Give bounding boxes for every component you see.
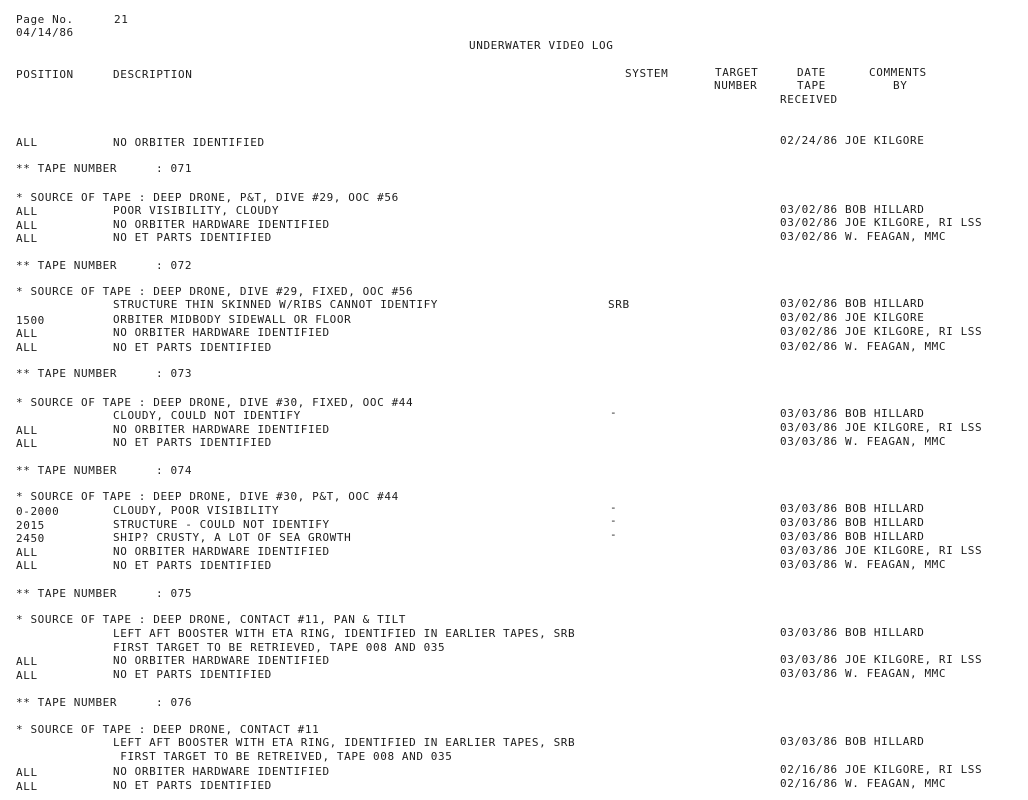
entry-position: 2015 <box>16 519 45 532</box>
entry-position: ALL <box>16 424 38 437</box>
tape-source: * SOURCE OF TAPE : DEEP DRONE, P&T, DIVE #29, OOC #56 <box>16 191 399 204</box>
entry-date-by: 03/02/86 W. FEAGAN, MMC <box>780 340 947 353</box>
entry-description: NO ORBITER HARDWARE IDENTIFIED <box>113 545 330 558</box>
entry-date-by: 03/02/86 BOB HILLARD <box>780 297 925 310</box>
entry-position: ALL <box>16 327 38 340</box>
tape-number-label: ** TAPE NUMBER <box>16 259 118 272</box>
col-header-date-received: RECEIVED <box>780 93 838 106</box>
entry-date-by: 02/16/86 W. FEAGAN, MMC <box>780 777 947 790</box>
entry-description: NO ORBITER HARDWARE IDENTIFIED <box>113 654 330 667</box>
entry-date-by: 02/24/86 JOE KILGORE <box>780 134 925 147</box>
entry-description: FIRST TARGET TO BE RETREIVED, TAPE 008 AND 035 <box>113 750 453 763</box>
entry-description: NO ET PARTS IDENTIFIED <box>113 559 272 572</box>
tape-source: * SOURCE OF TAPE : DEEP DRONE, DIVE #29, FIXED, OOC #56 <box>16 285 414 298</box>
entry-system: SRB <box>608 298 630 311</box>
col-header-target-number: NUMBER <box>714 79 758 92</box>
col-header-description: DESCRIPTION <box>113 68 193 81</box>
entry-date-by: 03/02/86 JOE KILGORE, RI LSS <box>780 325 983 338</box>
entry-description: CLOUDY, POOR VISIBILITY <box>113 504 280 517</box>
entry-date-by: 02/16/86 JOE KILGORE, RI LSS <box>780 763 983 776</box>
entry-position: ALL <box>16 205 38 218</box>
entry-date-by: 03/02/86 W. FEAGAN, MMC <box>780 230 947 243</box>
tape-source: * SOURCE OF TAPE : DEEP DRONE, DIVE #30, FIXED, OOC #44 <box>16 396 414 409</box>
tape-number-label: ** TAPE NUMBER <box>16 587 118 600</box>
entry-position: 1500 <box>16 314 45 327</box>
entry-description: NO ET PARTS IDENTIFIED <box>113 779 272 792</box>
col-header-target: TARGET <box>715 66 759 79</box>
entry-system: - <box>610 528 618 541</box>
tape-source: * SOURCE OF TAPE : DEEP DRONE, CONTACT #11, PAN & TILT <box>16 613 407 626</box>
entry-position: ALL <box>16 559 38 572</box>
entry-description: NO ORBITER HARDWARE IDENTIFIED <box>113 765 330 778</box>
entry-date-by: 03/03/86 JOE KILGORE, RI LSS <box>780 653 983 666</box>
entry-date-by: 03/03/86 W. FEAGAN, MMC <box>780 558 947 571</box>
entry-description: NO ORBITER IDENTIFIED <box>113 136 265 149</box>
tape-number-value: : 074 <box>156 464 193 477</box>
entry-position: ALL <box>16 219 38 232</box>
entry-date-by: 03/03/86 JOE KILGORE, RI LSS <box>780 421 983 434</box>
entry-date-by: 03/02/86 JOE KILGORE, RI LSS <box>780 216 983 229</box>
entry-date-by: 03/03/86 BOB HILLARD <box>780 735 925 748</box>
entry-position: ALL <box>16 136 38 149</box>
entry-description: NO ET PARTS IDENTIFIED <box>113 231 272 244</box>
tape-source: * SOURCE OF TAPE : DEEP DRONE, CONTACT #11 <box>16 723 320 736</box>
entry-date-by: 03/03/86 W. FEAGAN, MMC <box>780 667 947 680</box>
entry-description: POOR VISIBILITY, CLOUDY <box>113 204 280 217</box>
col-header-position: POSITION <box>16 68 74 81</box>
entry-date-by: 03/02/86 JOE KILGORE <box>780 311 925 324</box>
entry-date-by: 03/03/86 BOB HILLARD <box>780 626 925 639</box>
report-title: UNDERWATER VIDEO LOG <box>469 39 614 52</box>
tape-number-value: : 073 <box>156 367 193 380</box>
entry-description: ORBITER MIDBODY SIDEWALL OR FLOOR <box>113 313 352 326</box>
entry-description: NO ORBITER HARDWARE IDENTIFIED <box>113 218 330 231</box>
entry-date-by: 03/02/86 BOB HILLARD <box>780 203 925 216</box>
entry-position: ALL <box>16 766 38 779</box>
report-date: 04/14/86 <box>16 26 74 39</box>
entry-position: ALL <box>16 669 38 682</box>
tape-number-value: : 076 <box>156 696 193 709</box>
entry-position: ALL <box>16 341 38 354</box>
entry-date-by: 03/03/86 BOB HILLARD <box>780 516 925 529</box>
entry-system: - <box>610 501 618 514</box>
entry-description: SHIP? CRUSTY, A LOT OF SEA GROWTH <box>113 531 352 544</box>
entry-date-by: 03/03/86 BOB HILLARD <box>780 407 925 420</box>
entry-date-by: 03/03/86 BOB HILLARD <box>780 530 925 543</box>
entry-description: NO ET PARTS IDENTIFIED <box>113 436 272 449</box>
entry-description: NO ET PARTS IDENTIFIED <box>113 341 272 354</box>
entry-date-by: 03/03/86 W. FEAGAN, MMC <box>780 435 947 448</box>
tape-number-value: : 075 <box>156 587 193 600</box>
entry-description: CLOUDY, COULD NOT IDENTIFY <box>113 409 301 422</box>
entry-position: 0-2000 <box>16 505 60 518</box>
page-label: Page No. <box>16 13 74 26</box>
entry-position: ALL <box>16 655 38 668</box>
tape-number-label: ** TAPE NUMBER <box>16 162 118 175</box>
entry-position: ALL <box>16 232 38 245</box>
entry-date-by: 03/03/86 JOE KILGORE, RI LSS <box>780 544 983 557</box>
entry-position: ALL <box>16 546 38 559</box>
entry-position: 2450 <box>16 532 45 545</box>
tape-number-label: ** TAPE NUMBER <box>16 464 118 477</box>
entry-description: NO ET PARTS IDENTIFIED <box>113 668 272 681</box>
entry-description: STRUCTURE - COULD NOT IDENTIFY <box>113 518 330 531</box>
entry-description: LEFT AFT BOOSTER WITH ETA RING, IDENTIFIED IN EARLIER TAPES, SRB <box>113 627 576 640</box>
col-header-system: SYSTEM <box>625 67 669 80</box>
entry-description: LEFT AFT BOOSTER WITH ETA RING, IDENTIFIED IN EARLIER TAPES, SRB <box>113 736 576 749</box>
entry-description: NO ORBITER HARDWARE IDENTIFIED <box>113 326 330 339</box>
col-header-comments-by: BY <box>893 79 908 92</box>
entry-date-by: 03/03/86 BOB HILLARD <box>780 502 925 515</box>
entry-description: NO ORBITER HARDWARE IDENTIFIED <box>113 423 330 436</box>
tape-number-label: ** TAPE NUMBER <box>16 367 118 380</box>
tape-number-label: ** TAPE NUMBER <box>16 696 118 709</box>
tape-number-value: : 072 <box>156 259 193 272</box>
entry-position: ALL <box>16 437 38 450</box>
col-header-date-tape: TAPE <box>797 79 826 92</box>
entry-system: - <box>610 406 618 419</box>
entry-description: STRUCTURE THIN SKINNED W/RIBS CANNOT IDENTIFY <box>113 298 439 311</box>
page-number: 21 <box>114 13 129 26</box>
entry-description: FIRST TARGET TO BE RETRIEVED, TAPE 008 AND 035 <box>113 641 446 654</box>
col-header-comments: COMMENTS <box>869 66 927 79</box>
entry-system: - <box>610 514 618 527</box>
entry-position: ALL <box>16 780 38 793</box>
col-header-date: DATE <box>797 66 826 79</box>
tape-source: * SOURCE OF TAPE : DEEP DRONE, DIVE #30, P&T, OOC #44 <box>16 490 399 503</box>
tape-number-value: : 071 <box>156 162 193 175</box>
